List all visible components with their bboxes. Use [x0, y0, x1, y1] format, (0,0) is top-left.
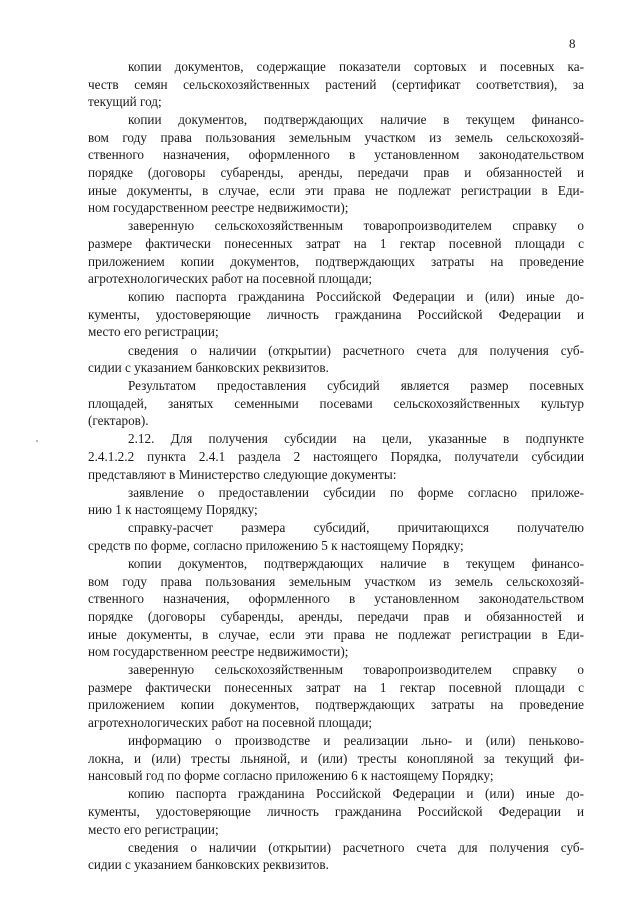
text-line: нансовый год по форме согласно приложению 6 к настоящему Порядку; [88, 768, 494, 784]
paragraph [88, 732, 584, 785]
text-line: приложением копии документов, подтверждающих затраты на проведение [88, 253, 584, 269]
text-line: информацию о производстве и реализации льно- и (или) пеньково- [128, 733, 584, 749]
paragraph [88, 785, 584, 838]
text-line: копию паспорта гражданина Российской Федерации и (или) иные до- [128, 786, 584, 802]
text-line: порядке (договоры субаренды, аренды, передачи прав и обязанностей и [88, 165, 584, 181]
text-line: 2.12. Для получения субсидии на цели, указанные в подпункте [128, 431, 584, 447]
text-line: размере фактически понесенных затрат на 1 гектар посевной площади с [88, 235, 584, 251]
text-line: ственного назначения, оформленного в установленном законодательством [88, 591, 584, 607]
text-line: копию паспорта гражданина Российской Федерации и (или) иные до- [128, 289, 584, 305]
text-line: локна, и (или) тресты льняной, и (или) тресты конопляной за текущий фи- [88, 750, 584, 766]
text-line: ном государственном реестре недвижимости); [88, 644, 349, 660]
text-line: заявление о предоставлении субсидии по форме согласно приложе- [128, 484, 584, 500]
text-line: размере фактически понесенных затрат на 1 гектар посевной площади с [88, 679, 584, 695]
text-line: иные документы, в случае, если эти права не подлежат регистрации в Еди- [88, 626, 584, 642]
text-line: кументы, удостоверяющие личность гражданина Российской Федерации и [88, 306, 584, 322]
text-line: приложением копии документов, подтверждающих затраты на проведение [88, 697, 584, 713]
paragraph [88, 111, 584, 217]
text-line: ном государственном реестре недвижимости); [88, 200, 349, 216]
text-line: сидии с указанием банковских реквизитов. [88, 360, 329, 376]
paragraph [88, 839, 584, 874]
paragraph [88, 217, 584, 287]
text-line: нию 1 к настоящему Порядку; [88, 502, 258, 518]
text-line: 2.4.1.2.2 пункта 2.4.1 раздела 2 настоящего Порядка, получатели субсидии [88, 449, 584, 465]
text-line: сидии с указанием банковских реквизитов. [88, 857, 329, 873]
text-line: копии документов, содержащие показатели сортовых и посевных ка- [128, 59, 584, 74]
page-number: 8 [569, 36, 576, 51]
paragraph [88, 430, 584, 483]
text-line: место его регистрации; [88, 821, 219, 837]
text-line: честв семян сельскохозяйственных растений (сертификат соответствия), за [88, 76, 584, 92]
text-line: справку-расчет размера субсидий, причитающихся получателю [128, 520, 584, 536]
text-line: площадей, занятых семенными посевами сельскохозяйственных культур [88, 395, 584, 411]
text-line: текущий год; [88, 94, 162, 110]
text-line: кументы, удостоверяющие личность гражданина Российской Федерации и [88, 803, 584, 819]
text-line: средств по форме, согласно приложению 5 к настоящему Порядку; [88, 538, 464, 554]
text-line: ственного назначения, оформленного в установленном законодательством [88, 147, 584, 163]
text-line: заверенную сельскохозяйственным товаропроизводителем справку о [128, 662, 584, 678]
text-line: (гектаров). [88, 413, 149, 429]
paragraph [88, 661, 584, 731]
text-line: порядке (договоры субаренды, аренды, передачи прав и обязанностей и [88, 608, 584, 624]
scan-speck [36, 440, 38, 442]
text-line: представляют в Министерство следующие документы: [88, 466, 397, 482]
text-line: вом году права пользования земельным участком из земель сельскохозяй- [88, 129, 584, 145]
text-line: иные документы, в случае, если эти права не подлежат регистрации в Еди- [88, 182, 584, 198]
text-line: сведения о наличии (открытии) расчетного счета для получения суб- [128, 839, 584, 855]
text-line: заверенную сельскохозяйственным товаропроизводителем справку о [128, 218, 584, 234]
paragraph [88, 58, 584, 111]
text-line: агротехнологических работ на посевной площади; [88, 271, 373, 287]
paragraph [88, 555, 584, 661]
paragraph [88, 519, 584, 554]
paragraph [88, 342, 584, 377]
text-line: место его регистрации; [88, 324, 219, 340]
text-line: сведения о наличии (открытии) расчетного счета для получения суб- [128, 342, 584, 358]
text-line: вом году права пользования земельным участком из земель сельскохозяй- [88, 573, 584, 589]
paragraph [88, 484, 584, 519]
text-line: копии документов, подтверждающих наличие в текущем финансо- [128, 556, 584, 572]
text-line: Результатом предоставления субсидий является размер посевных [128, 378, 584, 394]
paragraph [88, 288, 584, 341]
text-line: копии документов, подтверждающих наличие в текущем финансо- [128, 112, 584, 128]
paragraph [88, 377, 584, 430]
document-body [88, 58, 584, 874]
text-line: агротехнологических работ на посевной площади; [88, 714, 373, 730]
